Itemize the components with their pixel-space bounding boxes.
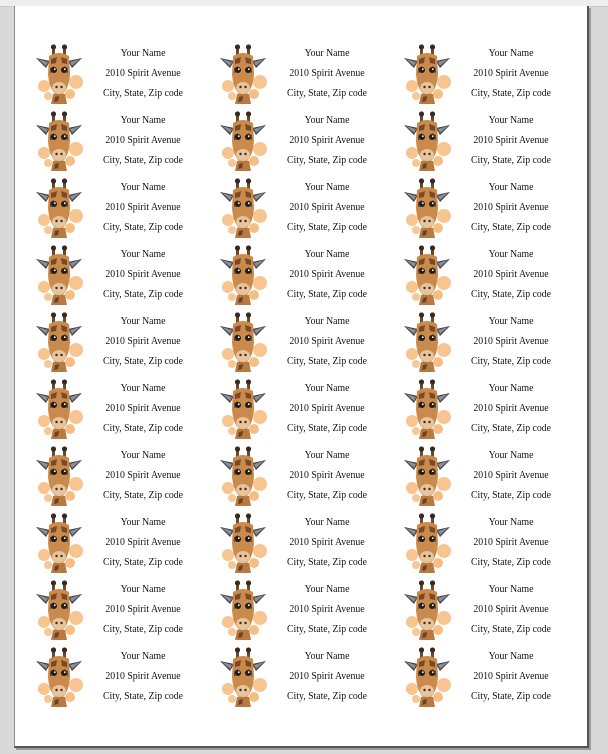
name-line: Your Name — [304, 584, 350, 595]
city-state-zip-line: City, State, Zip code — [103, 691, 183, 702]
address-label — [31, 44, 215, 111]
address-label — [31, 178, 215, 245]
city-state-zip-line: City, State, Zip code — [103, 155, 183, 166]
address-text — [463, 44, 560, 104]
address-text — [95, 513, 192, 573]
city-state-zip-line: City, State, Zip code — [287, 155, 367, 166]
street-line: 2010 Spirit Avenue — [289, 336, 365, 347]
city-state-zip-line: City, State, Zip code — [471, 691, 551, 702]
giraffe-illustration-icon — [400, 580, 454, 640]
giraffe-illustration-icon — [400, 446, 454, 506]
address-text — [463, 513, 560, 573]
name-line: Your Name — [304, 651, 350, 662]
name-line: Your Name — [488, 182, 534, 193]
giraffe-illustration-icon — [32, 647, 86, 707]
name-line: Your Name — [304, 383, 350, 394]
address-text — [95, 44, 192, 104]
address-label — [31, 580, 215, 647]
giraffe-illustration-icon — [216, 446, 270, 506]
giraffe-illustration-icon — [216, 245, 270, 305]
street-line: 2010 Spirit Avenue — [105, 671, 181, 682]
city-state-zip-line: City, State, Zip code — [471, 155, 551, 166]
city-state-zip-line: City, State, Zip code — [471, 624, 551, 635]
name-line: Your Name — [488, 584, 534, 595]
street-line: 2010 Spirit Avenue — [289, 68, 365, 79]
city-state-zip-line: City, State, Zip code — [471, 88, 551, 99]
address-label — [31, 647, 215, 714]
address-text — [463, 446, 560, 506]
address-label — [215, 111, 399, 178]
name-line: Your Name — [304, 517, 350, 528]
address-label — [215, 580, 399, 647]
name-line: Your Name — [120, 651, 166, 662]
name-line: Your Name — [120, 383, 166, 394]
giraffe-illustration-icon — [32, 111, 86, 171]
name-line: Your Name — [488, 651, 534, 662]
city-state-zip-line: City, State, Zip code — [287, 624, 367, 635]
street-line: 2010 Spirit Avenue — [105, 336, 181, 347]
address-label — [399, 245, 583, 312]
address-label — [399, 178, 583, 245]
city-state-zip-line: City, State, Zip code — [103, 88, 183, 99]
address-label — [31, 312, 215, 379]
city-state-zip-line: City, State, Zip code — [471, 490, 551, 501]
address-text — [95, 312, 192, 372]
address-text — [463, 647, 560, 707]
address-label — [215, 647, 399, 714]
address-text — [279, 580, 376, 640]
address-text — [279, 178, 376, 238]
address-text — [463, 379, 560, 439]
city-state-zip-line: City, State, Zip code — [287, 88, 367, 99]
address-label — [399, 647, 583, 714]
street-line: 2010 Spirit Avenue — [105, 604, 181, 615]
address-label — [399, 580, 583, 647]
street-line: 2010 Spirit Avenue — [105, 202, 181, 213]
address-label — [215, 245, 399, 312]
address-label — [215, 513, 399, 580]
address-text — [95, 245, 192, 305]
giraffe-illustration-icon — [32, 513, 86, 573]
giraffe-illustration-icon — [400, 379, 454, 439]
name-line: Your Name — [488, 115, 534, 126]
city-state-zip-line: City, State, Zip code — [471, 356, 551, 367]
giraffe-illustration-icon — [32, 245, 86, 305]
name-line: Your Name — [488, 316, 534, 327]
street-line: 2010 Spirit Avenue — [473, 671, 549, 682]
address-label — [215, 312, 399, 379]
address-label — [31, 245, 215, 312]
city-state-zip-line: City, State, Zip code — [287, 356, 367, 367]
name-line: Your Name — [304, 115, 350, 126]
giraffe-illustration-icon — [216, 312, 270, 372]
street-line: 2010 Spirit Avenue — [105, 537, 181, 548]
city-state-zip-line: City, State, Zip code — [287, 423, 367, 434]
street-line: 2010 Spirit Avenue — [289, 202, 365, 213]
giraffe-illustration-icon — [216, 111, 270, 171]
street-line: 2010 Spirit Avenue — [473, 403, 549, 414]
address-text — [279, 245, 376, 305]
city-state-zip-line: City, State, Zip code — [103, 423, 183, 434]
address-label — [399, 379, 583, 446]
giraffe-illustration-icon — [400, 245, 454, 305]
name-line: Your Name — [304, 48, 350, 59]
address-label — [399, 44, 583, 111]
address-label — [31, 379, 215, 446]
giraffe-illustration-icon — [400, 178, 454, 238]
city-state-zip-line: City, State, Zip code — [103, 289, 183, 300]
city-state-zip-line: City, State, Zip code — [103, 356, 183, 367]
address-text — [463, 580, 560, 640]
street-line: 2010 Spirit Avenue — [289, 604, 365, 615]
giraffe-illustration-icon — [32, 178, 86, 238]
city-state-zip-line: City, State, Zip code — [287, 557, 367, 568]
name-line: Your Name — [120, 48, 166, 59]
label-grid — [31, 44, 583, 714]
address-text — [95, 647, 192, 707]
name-line: Your Name — [120, 182, 166, 193]
address-text — [279, 44, 376, 104]
address-text — [95, 379, 192, 439]
street-line: 2010 Spirit Avenue — [473, 269, 549, 280]
street-line: 2010 Spirit Avenue — [473, 336, 549, 347]
address-text — [95, 111, 192, 171]
name-line: Your Name — [304, 249, 350, 260]
street-line: 2010 Spirit Avenue — [473, 68, 549, 79]
city-state-zip-line: City, State, Zip code — [287, 222, 367, 233]
city-state-zip-line: City, State, Zip code — [471, 423, 551, 434]
giraffe-illustration-icon — [32, 446, 86, 506]
giraffe-illustration-icon — [216, 178, 270, 238]
address-label — [215, 379, 399, 446]
street-line: 2010 Spirit Avenue — [473, 135, 549, 146]
address-text — [463, 178, 560, 238]
address-label — [399, 446, 583, 513]
address-label — [399, 513, 583, 580]
name-line: Your Name — [120, 316, 166, 327]
address-text — [95, 178, 192, 238]
address-text — [279, 111, 376, 171]
address-label — [31, 513, 215, 580]
street-line: 2010 Spirit Avenue — [105, 269, 181, 280]
giraffe-illustration-icon — [216, 379, 270, 439]
city-state-zip-line: City, State, Zip code — [471, 557, 551, 568]
address-label — [215, 178, 399, 245]
name-line: Your Name — [488, 517, 534, 528]
street-line: 2010 Spirit Avenue — [289, 537, 365, 548]
city-state-zip-line: City, State, Zip code — [471, 222, 551, 233]
city-state-zip-line: City, State, Zip code — [287, 289, 367, 300]
street-line: 2010 Spirit Avenue — [289, 671, 365, 682]
street-line: 2010 Spirit Avenue — [105, 135, 181, 146]
street-line: 2010 Spirit Avenue — [289, 135, 365, 146]
address-text — [95, 446, 192, 506]
giraffe-illustration-icon — [400, 513, 454, 573]
city-state-zip-line: City, State, Zip code — [103, 490, 183, 501]
name-line: Your Name — [120, 249, 166, 260]
street-line: 2010 Spirit Avenue — [473, 537, 549, 548]
address-text — [463, 312, 560, 372]
city-state-zip-line: City, State, Zip code — [287, 490, 367, 501]
address-label — [215, 446, 399, 513]
label-sheet-page — [14, 6, 589, 748]
name-line: Your Name — [488, 450, 534, 461]
giraffe-illustration-icon — [32, 379, 86, 439]
street-line: 2010 Spirit Avenue — [473, 604, 549, 615]
giraffe-illustration-icon — [400, 312, 454, 372]
address-text — [463, 245, 560, 305]
giraffe-illustration-icon — [216, 513, 270, 573]
city-state-zip-line: City, State, Zip code — [471, 289, 551, 300]
name-line: Your Name — [120, 450, 166, 461]
address-text — [279, 647, 376, 707]
name-line: Your Name — [488, 249, 534, 260]
name-line: Your Name — [120, 517, 166, 528]
giraffe-illustration-icon — [400, 647, 454, 707]
name-line: Your Name — [488, 48, 534, 59]
address-text — [279, 446, 376, 506]
address-label — [31, 111, 215, 178]
address-text — [95, 580, 192, 640]
city-state-zip-line: City, State, Zip code — [103, 624, 183, 635]
giraffe-illustration-icon — [32, 44, 86, 104]
giraffe-illustration-icon — [216, 44, 270, 104]
name-line: Your Name — [488, 383, 534, 394]
street-line: 2010 Spirit Avenue — [473, 470, 549, 481]
street-line: 2010 Spirit Avenue — [289, 403, 365, 414]
city-state-zip-line: City, State, Zip code — [287, 691, 367, 702]
street-line: 2010 Spirit Avenue — [473, 202, 549, 213]
address-text — [279, 379, 376, 439]
name-line: Your Name — [304, 316, 350, 327]
address-text — [279, 312, 376, 372]
street-line: 2010 Spirit Avenue — [105, 470, 181, 481]
name-line: Your Name — [120, 115, 166, 126]
giraffe-illustration-icon — [400, 111, 454, 171]
street-line: 2010 Spirit Avenue — [105, 403, 181, 414]
street-line: 2010 Spirit Avenue — [105, 68, 181, 79]
giraffe-illustration-icon — [400, 44, 454, 104]
address-label — [31, 446, 215, 513]
address-text — [463, 111, 560, 171]
address-text — [279, 513, 376, 573]
address-label — [399, 312, 583, 379]
giraffe-illustration-icon — [32, 580, 86, 640]
name-line: Your Name — [304, 182, 350, 193]
city-state-zip-line: City, State, Zip code — [103, 557, 183, 568]
name-line: Your Name — [304, 450, 350, 461]
street-line: 2010 Spirit Avenue — [289, 269, 365, 280]
giraffe-illustration-icon — [216, 647, 270, 707]
address-label — [399, 111, 583, 178]
giraffe-illustration-icon — [216, 580, 270, 640]
street-line: 2010 Spirit Avenue — [289, 470, 365, 481]
giraffe-illustration-icon — [32, 312, 86, 372]
city-state-zip-line: City, State, Zip code — [103, 222, 183, 233]
address-label — [215, 44, 399, 111]
name-line: Your Name — [120, 584, 166, 595]
